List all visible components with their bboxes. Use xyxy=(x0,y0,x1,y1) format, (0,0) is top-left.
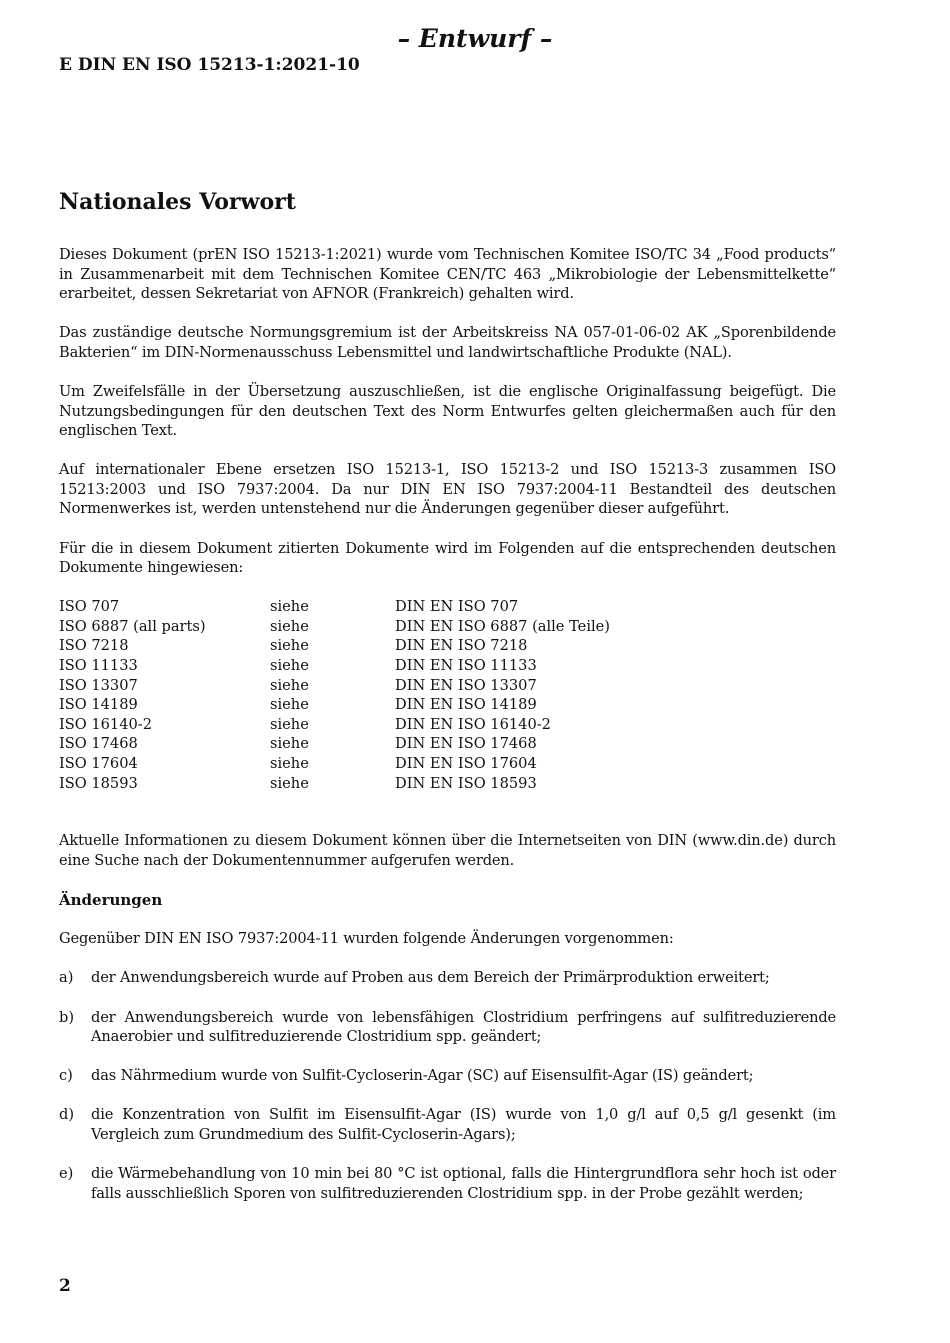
din-ref: DIN EN ISO 16140-2 xyxy=(395,715,551,733)
table-row xyxy=(59,676,610,696)
see-label: siehe xyxy=(270,598,309,616)
table-row xyxy=(59,656,610,676)
iso-ref: ISO 13307 xyxy=(59,676,138,694)
list-item-label: c) xyxy=(59,1067,73,1085)
iso-ref: ISO 18593 xyxy=(59,774,138,792)
info-paragraph: Aktuelle Informationen zu diesem Dokument können über die Internetseiten von DIN (www.din.de) durch eine Suche nach der Dokumentennummer aufgerufen werden. xyxy=(59,832,836,869)
table-row xyxy=(59,754,610,774)
list-item xyxy=(59,1105,836,1144)
din-ref: DIN EN ISO 707 xyxy=(395,598,519,616)
iso-ref: ISO 17468 xyxy=(59,735,138,753)
din-ref: DIN EN ISO 17468 xyxy=(395,735,537,753)
page-title: Nationales Vorwort xyxy=(59,189,296,215)
see-label: siehe xyxy=(270,774,309,792)
table-row xyxy=(59,636,610,656)
iso-ref: ISO 11133 xyxy=(59,657,138,674)
list-item xyxy=(59,1066,836,1086)
list-item xyxy=(59,1164,836,1203)
see-label: siehe xyxy=(270,696,309,714)
iso-ref: ISO 7218 xyxy=(59,637,129,655)
page-number: 2 xyxy=(59,1276,71,1296)
iso-ref: ISO 16140-2 xyxy=(59,715,153,733)
draft-label: – Entwurf – xyxy=(397,24,553,53)
paragraph: Auf internationaler Ebene ersetzen ISO 15213-1, ISO 15213-2 und ISO 15213-3 zusammen ISO 15213:2003 und ISO 7937:2004. Da nur DIN EN ISO 7937:2004-11 Bestandteil des deutschen Normenwerkes ist, werden untenstehend nur die Änderungen gegenüber dieser aufgeführt. xyxy=(59,461,836,518)
iso-ref: ISO 707 xyxy=(59,598,120,616)
din-ref: DIN EN ISO 18593 xyxy=(395,774,537,792)
din-ref: DIN EN ISO 7218 xyxy=(395,637,528,655)
list-item-text: das Nährmedium wurde von Sulfit-Cycloserin-Agar (SC) auf Eisensulfit-Agar (IS) geändert; xyxy=(91,1067,754,1085)
table-row xyxy=(59,774,610,794)
list-item-label: e) xyxy=(59,1165,74,1182)
din-ref: DIN EN ISO 14189 xyxy=(395,696,537,714)
reference-table xyxy=(59,597,610,793)
see-label: siehe xyxy=(270,617,309,635)
list-item-label: d) xyxy=(59,1106,75,1124)
list-item xyxy=(59,1008,836,1047)
table-row xyxy=(59,597,610,617)
list-item-text: die Konzentration von Sulfit im Eisensulfit-Agar (IS) wurde von 1,0 g/l auf 0,5 g/l gesenkt (im Vergleich zum Grundmedium des Sulfit-Cycloserin-Agars); xyxy=(91,1106,836,1143)
page-content xyxy=(59,187,836,1223)
see-label: siehe xyxy=(270,657,309,674)
din-ref: DIN EN ISO 13307 xyxy=(395,676,537,694)
paragraph: Das zuständige deutsche Normungsgremium ist der Arbeitskreiss NA 057-01-06-02 AK „Sporenbildende Bakterien“ im DIN-Normenausschuss Lebensmittel und landwirtschaftliche Produkte (NAL). xyxy=(59,324,836,361)
table-row xyxy=(59,695,610,715)
din-ref: DIN EN ISO 17604 xyxy=(395,754,537,772)
paragraph: Dieses Dokument (prEN ISO 15213-1:2021) wurde vom Technischen Komitee ISO/TC 34 „Food products“ in Zusammenarbeit mit dem Technischen Komitee CEN/TC 463 „Mikrobiologie der Lebensmittelkette“ erarbeitet, dessen Sekretariat von AFNOR (Frankreich) gehalten wird. xyxy=(59,246,836,303)
changes-heading: Änderungen xyxy=(59,890,163,909)
see-label: siehe xyxy=(270,637,309,655)
din-ref: DIN EN ISO 11133 xyxy=(395,657,537,674)
see-label: siehe xyxy=(270,715,309,733)
list-item-label: a) xyxy=(59,969,74,987)
iso-ref: ISO 17604 xyxy=(59,754,138,772)
changes-intro: Gegenüber DIN EN ISO 7937:2004-11 wurden folgende Änderungen vorgenommen: xyxy=(59,930,674,948)
see-label: siehe xyxy=(270,676,309,694)
list-item xyxy=(59,968,836,988)
iso-ref: ISO 6887 (all parts) xyxy=(59,617,206,635)
list-item-label: b) xyxy=(59,1008,75,1026)
see-label: siehe xyxy=(270,754,309,772)
table-row xyxy=(59,617,610,637)
iso-ref: ISO 14189 xyxy=(59,696,138,714)
table-row xyxy=(59,734,610,754)
din-ref: DIN EN ISO 6887 (alle Teile) xyxy=(395,617,610,635)
list-item-text: der Anwendungsbereich wurde von lebensfähigen Clostridium perfringens auf sulfitreduzierende Anaerobier und sulfitreduzierende Clostridium spp. geändert; xyxy=(91,1008,836,1046)
see-label: siehe xyxy=(270,735,309,753)
list-item-text: die Wärmebehandlung von 10 min bei 80 °C ist optional, falls die Hintergrundflora sehr hoch ist oder falls ausschließlich Sporen von sulfitreduzierenden Clostridium spp. in der Probe gezählt werden; xyxy=(91,1165,836,1202)
table-row xyxy=(59,715,610,735)
paragraph: Um Zweifelsfälle in der Übersetzung auszuschließen, ist die englische Originalfassung beigefügt. Die Nutzungsbedingungen für den deutschen Text des Norm Entwurfes gelten gleichermaßen auch für den englischen Text. xyxy=(59,382,836,440)
list-item-text: der Anwendungsbereich wurde auf Proben aus dem Bereich der Primärproduktion erweitert; xyxy=(91,969,770,987)
paragraph: Für die in diesem Dokument zitierten Dokumente wird im Folgenden auf die entsprechenden deutschen Dokumente hingewiesen: xyxy=(59,539,836,577)
document-id: E DIN EN ISO 15213-1:2021-10 xyxy=(59,55,360,75)
